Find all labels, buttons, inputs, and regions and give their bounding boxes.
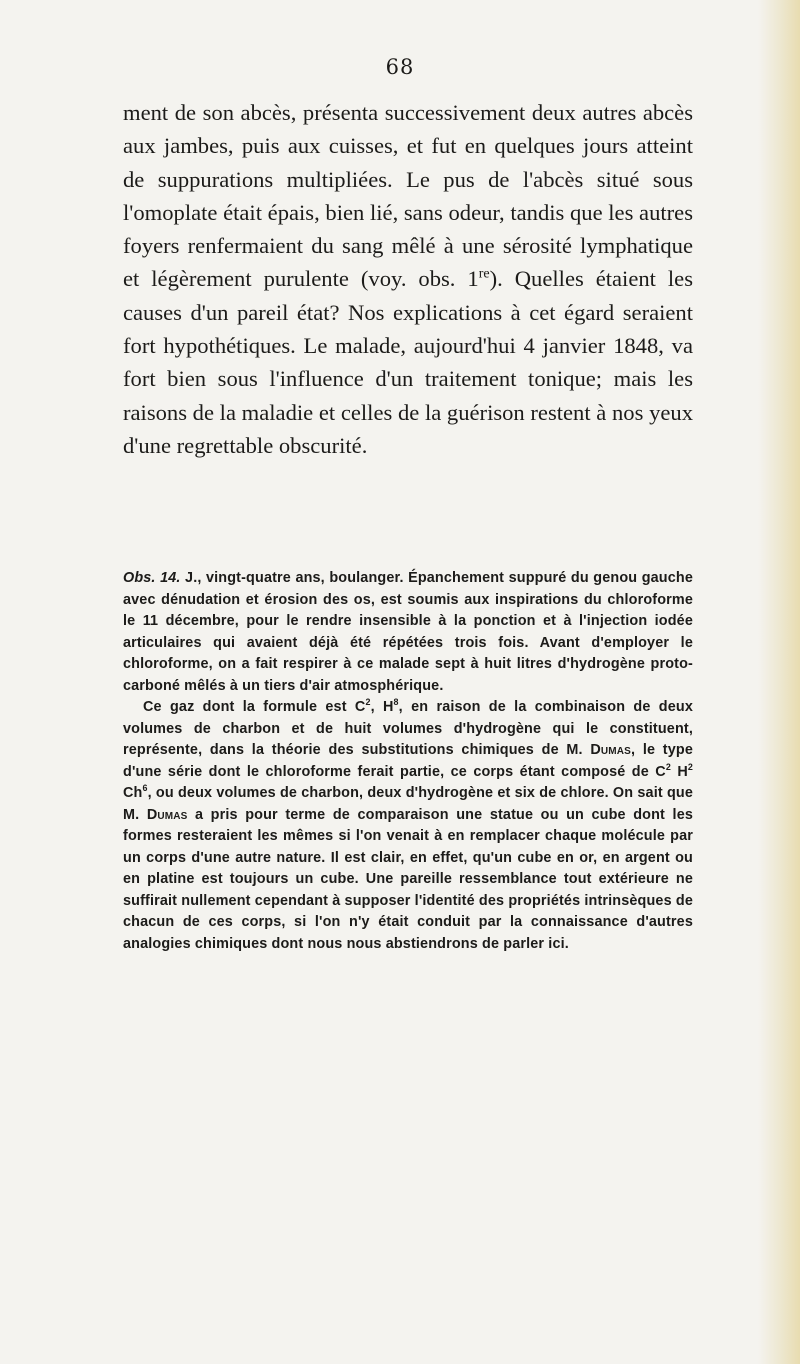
observation-block — [123, 568, 693, 955]
page-edge-shading — [758, 0, 800, 1364]
obs-text-segment: , ou deux volumes de charbon, deux d'hydrogène et six de chlore. On sait que M. — [123, 785, 693, 823]
formula-superscript: 2 — [665, 761, 671, 772]
main-text-part-2: ). Quelles étaient les causes d'un pareil état? Nos explications à cet égard seraient fort hypothétiques. Le malade, aujourd'hui 4 janvier 1848, va fort bien sous l'influence d'un traitement tonique; mais les raisons de la maladie et celles de la guérison restent à nos yeux d'une regrettable obscurité. — [123, 266, 693, 458]
main-paragraph-block — [123, 96, 693, 462]
obs-text-segment: H — [670, 763, 688, 780]
observation-paragraph-2 — [123, 697, 693, 955]
superscript-re: re — [478, 266, 490, 282]
observation-text-1: J., vingt-quatre ans, boulanger. Épanchement suppuré du genou gauche avec dénudation et érosion des os, est soumis aux inspirations du chloroforme le 11 décembre, pour le rendre insensible à la ponction et à l'injection iodée articulaires qui avaient déjà été répétées trois fois. Avant d'employer le chloroforme, on a fait respirer à ce malade sept à huit litres d'hydrogène proto-carboné mêlés à un tiers d'air atmosphérique. — [123, 570, 693, 694]
obs-text-segment: , le type d'une série dont le chloroforme ferait partie, ce corps étant composé de C — [123, 742, 693, 780]
author-name: Dumas — [590, 742, 631, 758]
obs-text-segment: Ce gaz dont la formule est C — [143, 699, 366, 715]
formula-superscript: 2 — [365, 697, 371, 708]
main-text-part-1: ment de son abcès, présenta successivement deux autres abcès aux jambes, puis aux cuisses, et fut en quelques jours atteint de suppurations multipliées. Le pus de l'abcès situé sous l'omoplate était épais, bien lié, sans odeur, tandis que les autres foyers renfermaient du sang mêlé à une sérosité lymphatique et légèrement purulente (voy. obs. 1 — [123, 100, 693, 292]
author-name: Dumas — [146, 806, 188, 823]
main-paragraph — [123, 96, 693, 462]
observation-label: Obs. 14. — [123, 570, 181, 586]
observation-paragraph-1 — [123, 568, 693, 697]
obs-text-segment: Ch — [123, 785, 143, 801]
formula-superscript: 2 — [687, 761, 693, 772]
page-number: 68 — [385, 55, 415, 79]
obs-text-segment: a pris pour terme de comparaison une statue ou un cube dont les formes resteraient les mêmes si l'on venait à en remplacer chaque molécule par un corps d'une autre nature. Il est clair, en effet, qu'un cube en or, en argent ou en platine est toujours un cube. Une pareille ressemblance tout extérieure ne suffirait nullement cependant à supposer l'identité des propriétés intrinsèques de chacun de ces corps, si l'on n'y était conduit par la connaissance d'autres analogies chimiques dont nous nous abstiendrons de parler ici. — [123, 806, 694, 952]
formula-superscript: 6 — [142, 783, 148, 794]
formula-superscript: 8 — [393, 697, 399, 708]
obs-text-segment: , H — [370, 699, 394, 715]
obs-text-segment: , en raison de la combinaison de deux volumes de charbon et de huit volumes d'hydrogène qui le constituent, représente, dans la théorie des substitutions chimiques de M. — [123, 699, 693, 758]
